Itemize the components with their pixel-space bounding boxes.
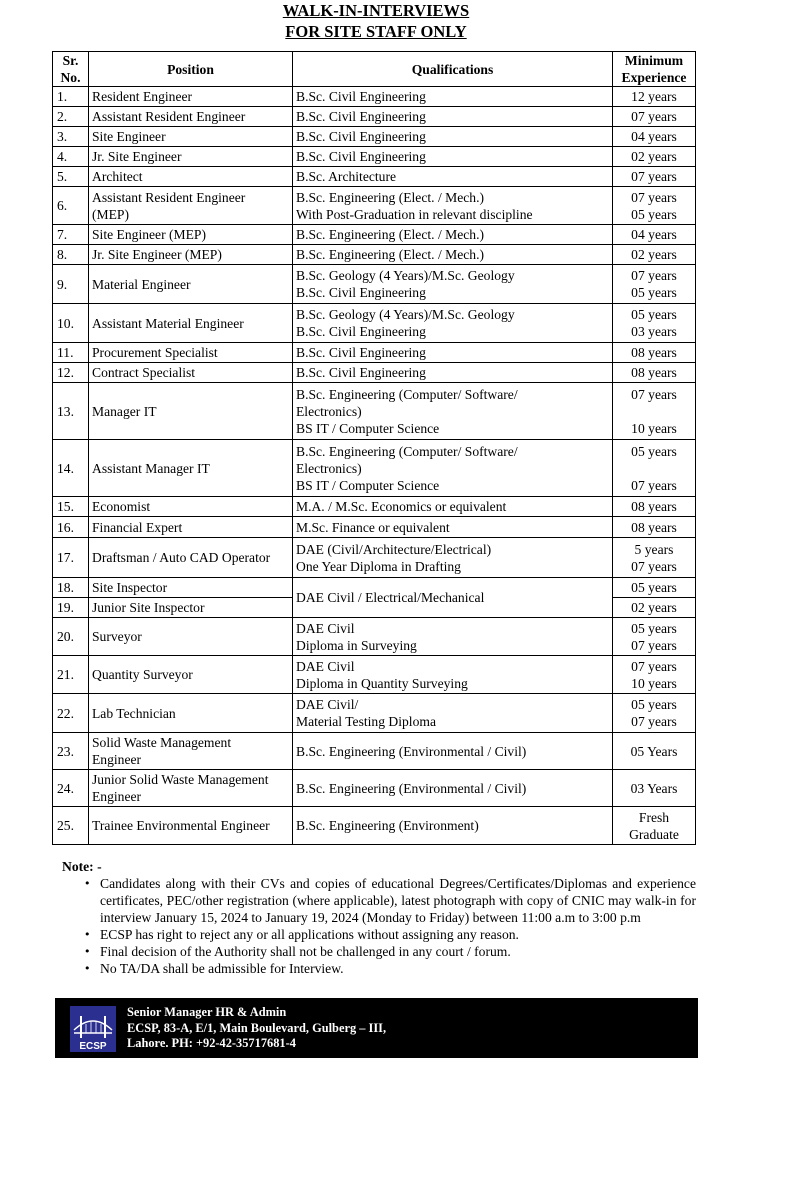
experience-cell: Fresh Graduate	[613, 807, 696, 845]
position-cell: Draftsman / Auto CAD Operator	[89, 538, 293, 578]
position-cell: Trainee Environmental Engineer	[89, 807, 293, 845]
header-sr-no: Sr. No.	[53, 52, 89, 87]
qualification-cell: B.Sc. Engineering (Elect. / Mech.)	[293, 245, 613, 265]
table-row	[53, 538, 696, 578]
position-cell: Lab Technician	[89, 694, 293, 733]
table-row	[53, 265, 696, 304]
qualification-cell: M.Sc. Finance or equivalent	[293, 517, 613, 538]
note-title: Note: -	[62, 859, 102, 874]
qualification-cell: B.Sc. Engineering (Elect. / Mech.) With Post-Graduation in relevant discipline	[293, 187, 613, 225]
experience-cell: 12 years	[613, 87, 696, 107]
table-row	[53, 517, 696, 538]
table-row	[53, 107, 696, 127]
qualification-cell: DAE Civil Diploma in Surveying	[293, 618, 613, 656]
header-qualifications: Qualifications	[293, 52, 613, 87]
experience-cell: 07 years 05 years	[613, 265, 696, 304]
notes-list	[62, 876, 696, 977]
qualification-cell: B.Sc. Civil Engineering	[293, 147, 613, 167]
position-cell: Assistant Material Engineer	[89, 304, 293, 343]
table-row	[53, 733, 696, 770]
position-cell: Jr. Site Engineer	[89, 147, 293, 167]
position-cell: Site Engineer	[89, 127, 293, 147]
sr-no-cell: 12.	[53, 363, 89, 383]
positions-table	[52, 51, 696, 845]
position-cell: Quantity Surveyor	[89, 656, 293, 694]
contact-title: Senior Manager HR & Admin	[127, 1005, 287, 1019]
experience-cell: 08 years	[613, 343, 696, 363]
sr-no-cell: 1.	[53, 87, 89, 107]
sr-no-cell: 17.	[53, 538, 89, 578]
sr-no-cell: 10.	[53, 304, 89, 343]
position-cell: Site Inspector	[89, 578, 293, 598]
table-row	[53, 87, 696, 107]
sr-no-cell: 15.	[53, 497, 89, 517]
experience-cell: 05 years 07 years	[613, 694, 696, 733]
ecsp-bridge-logo-icon	[70, 1006, 116, 1052]
experience-cell: 04 years	[613, 225, 696, 245]
experience-cell: 05 years 07 years	[613, 440, 696, 497]
qualification-cell: B.Sc. Engineering (Computer/ Software/ Electronics) BS IT / Computer Science	[293, 383, 613, 440]
qualification-cell: B.Sc. Civil Engineering	[293, 107, 613, 127]
note-item: • Final decision of the Authority shall not be challenged in any court / forum.	[100, 944, 696, 961]
sr-no-cell: 3.	[53, 127, 89, 147]
page-title: WALK-IN-INTERVIEWS	[282, 1, 470, 20]
table-row	[53, 440, 696, 497]
contact-address-line: ECSP, 83-A, E/1, Main Boulevard, Gulberg – III,	[127, 1020, 387, 1035]
position-cell: Jr. Site Engineer (MEP)	[89, 245, 293, 265]
logo-text: ECSP	[79, 1041, 107, 1052]
experience-cell: 02 years	[613, 147, 696, 167]
table-row	[53, 343, 696, 363]
table-row	[53, 304, 696, 343]
table-row	[53, 656, 696, 694]
header-position: Position	[89, 52, 293, 87]
qualification-cell: B.Sc. Civil Engineering	[293, 343, 613, 363]
position-cell: Resident Engineer	[89, 87, 293, 107]
table-header-row	[53, 52, 696, 87]
position-cell: Manager IT	[89, 383, 293, 440]
contact-address	[127, 1005, 386, 1052]
table-row	[53, 147, 696, 167]
sr-no-cell: 4.	[53, 147, 89, 167]
experience-cell: 04 years	[613, 127, 696, 147]
table-row	[53, 770, 696, 807]
position-cell: Procurement Specialist	[89, 343, 293, 363]
sr-no-cell: 8.	[53, 245, 89, 265]
experience-cell: 07 years	[613, 107, 696, 127]
header-experience: Minimum Experience	[613, 52, 696, 87]
sr-no-cell: 19.	[53, 598, 89, 618]
qualification-cell: B.Sc. Architecture	[293, 167, 613, 187]
sr-no-cell: 20.	[53, 618, 89, 656]
qualification-cell: M.A. / M.Sc. Economics or equivalent	[293, 497, 613, 517]
position-cell: Material Engineer	[89, 265, 293, 304]
experience-cell: 5 years 07 years	[613, 538, 696, 578]
experience-cell: 07 years	[613, 167, 696, 187]
experience-cell: 07 years 10 years	[613, 656, 696, 694]
sr-no-cell: 23.	[53, 733, 89, 770]
experience-cell: 02 years	[613, 598, 696, 618]
qualification-cell: B.Sc. Engineering (Environmental / Civil)	[293, 770, 613, 807]
sr-no-cell: 14.	[53, 440, 89, 497]
experience-cell: 05 years 07 years	[613, 618, 696, 656]
sr-no-cell: 5.	[53, 167, 89, 187]
sr-no-cell: 22.	[53, 694, 89, 733]
sr-no-cell: 13.	[53, 383, 89, 440]
experience-cell: 08 years	[613, 363, 696, 383]
table-row	[53, 578, 696, 598]
experience-cell: 08 years	[613, 497, 696, 517]
experience-cell: 03 Years	[613, 770, 696, 807]
table-row	[53, 167, 696, 187]
qualification-cell: B.Sc. Civil Engineering	[293, 87, 613, 107]
sr-no-cell: 25.	[53, 807, 89, 845]
table-row	[53, 694, 696, 733]
experience-cell: 07 years 10 years	[613, 383, 696, 440]
position-cell: Economist	[89, 497, 293, 517]
table-row	[53, 127, 696, 147]
qualification-cell: B.Sc. Civil Engineering	[293, 127, 613, 147]
page-subtitle: FOR SITE STAFF ONLY	[285, 22, 467, 41]
position-cell: Architect	[89, 167, 293, 187]
note-item: • ECSP has right to reject any or all applications without assigning any reason.	[100, 927, 696, 944]
experience-cell: 07 years 05 years	[613, 187, 696, 225]
note-item: • Candidates along with their CVs and copies of educational Degrees/Certificates/Diplomas and experience certificates, PEC/other registration (where applicable), latest photograph with copy of CNIC may walk-in for interview January 15, 2024 to January 19, 2024 (Monday to Friday) between 11:00 a.m to 3:00 p.m	[100, 876, 696, 927]
qualification-cell: B.Sc. Geology (4 Years)/M.Sc. Geology B.Sc. Civil Engineering	[293, 265, 613, 304]
table-row	[53, 225, 696, 245]
position-cell: Financial Expert	[89, 517, 293, 538]
qualification-cell: DAE (Civil/Architecture/Electrical) One Year Diploma in Drafting	[293, 538, 613, 578]
table-row	[53, 383, 696, 440]
position-cell: Assistant Manager IT	[89, 440, 293, 497]
qualification-cell: B.Sc. Civil Engineering	[293, 363, 613, 383]
qualification-cell: B.Sc. Engineering (Computer/ Software/ Electronics) BS IT / Computer Science	[293, 440, 613, 497]
qualification-cell: B.Sc. Engineering (Environment)	[293, 807, 613, 845]
qualification-cell: DAE Civil / Electrical/Mechanical	[293, 578, 613, 618]
position-cell: Solid Waste Management Engineer	[89, 733, 293, 770]
position-cell: Junior Solid Waste Management Engineer	[89, 770, 293, 807]
sr-no-cell: 21.	[53, 656, 89, 694]
position-cell: Junior Site Inspector	[89, 598, 293, 618]
sr-no-cell: 24.	[53, 770, 89, 807]
table-row	[53, 187, 696, 225]
table-row	[53, 807, 696, 845]
table-row	[53, 245, 696, 265]
sr-no-cell: 11.	[53, 343, 89, 363]
table-row	[53, 618, 696, 656]
position-cell: Site Engineer (MEP)	[89, 225, 293, 245]
sr-no-cell: 6.	[53, 187, 89, 225]
sr-no-cell: 18.	[53, 578, 89, 598]
contact-footer	[55, 998, 698, 1058]
experience-cell: 02 years	[613, 245, 696, 265]
sr-no-cell: 16.	[53, 517, 89, 538]
position-cell: Contract Specialist	[89, 363, 293, 383]
experience-cell: 05 years	[613, 578, 696, 598]
position-cell: Assistant Resident Engineer (MEP)	[89, 187, 293, 225]
qualification-cell: DAE Civil Diploma in Quantity Surveying	[293, 656, 613, 694]
sr-no-cell: 7.	[53, 225, 89, 245]
note-item: • No TA/DA shall be admissible for Interview.	[100, 961, 696, 978]
position-cell: Assistant Resident Engineer	[89, 107, 293, 127]
sr-no-cell: 2.	[53, 107, 89, 127]
sr-no-cell: 9.	[53, 265, 89, 304]
qualification-cell: B.Sc. Engineering (Environmental / Civil)	[293, 733, 613, 770]
experience-cell: 08 years	[613, 517, 696, 538]
table-row	[53, 497, 696, 517]
qualification-cell: B.Sc. Geology (4 Years)/M.Sc. Geology B.Sc. Civil Engineering	[293, 304, 613, 343]
contact-phone: Lahore. PH: +92-42-35717681-4	[127, 1036, 296, 1050]
experience-cell: 05 years 03 years	[613, 304, 696, 343]
qualification-cell: B.Sc. Engineering (Elect. / Mech.)	[293, 225, 613, 245]
table-row	[53, 363, 696, 383]
qualification-cell: DAE Civil/ Material Testing Diploma	[293, 694, 613, 733]
position-cell: Surveyor	[89, 618, 293, 656]
experience-cell: 05 Years	[613, 733, 696, 770]
